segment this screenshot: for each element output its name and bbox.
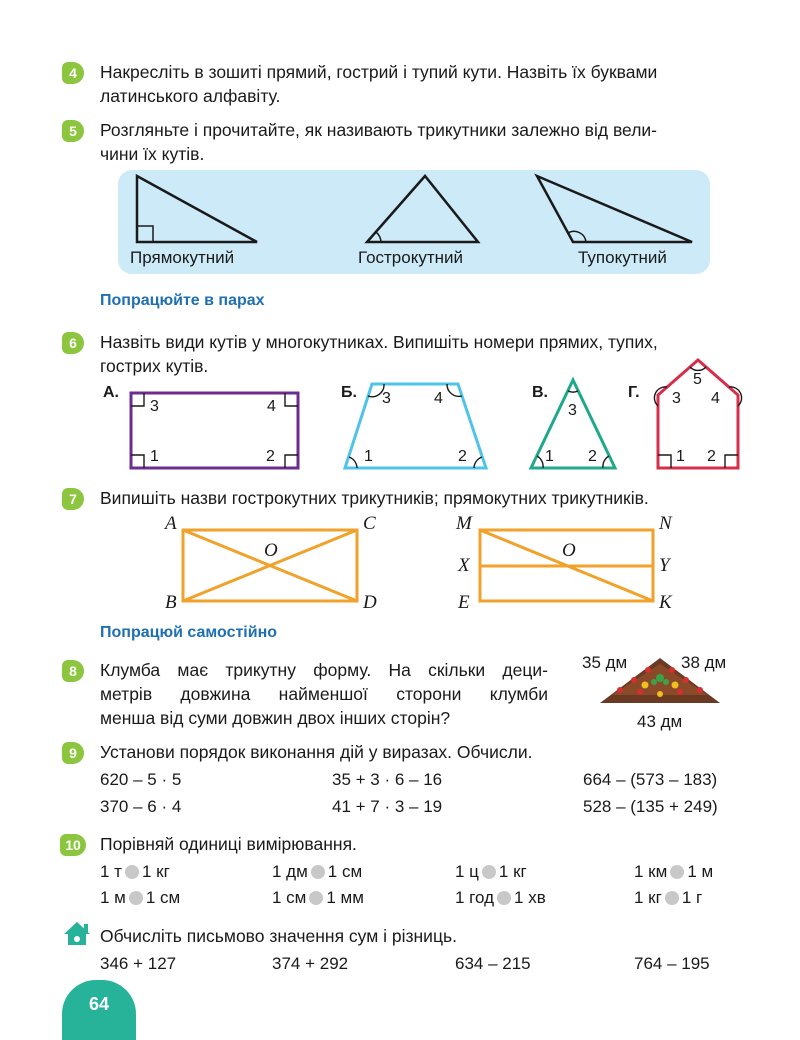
polygon-a-letter: А.: [103, 384, 119, 401]
polygon-g-angle-2: 2: [707, 448, 716, 465]
homework-item-1: 346 + 127: [100, 954, 177, 973]
comparison-1-4: 1 км 1 м: [634, 862, 714, 881]
task-5-line-2: чини їх кутів.: [100, 144, 205, 164]
label-obtuse-triangle: Тупокутний: [578, 248, 667, 267]
task-number-8: 8: [62, 660, 84, 682]
comparison-2-1: 1 м 1 см: [100, 888, 181, 907]
expression-2-3: 528 – (135 + 249): [583, 797, 718, 816]
comparison-1-1: 1 т 1 кг: [100, 862, 170, 881]
point-n: N: [659, 513, 672, 534]
polygon-a-angle-2: 2: [266, 448, 275, 465]
expression-1-3: 664 – (573 – 183): [583, 770, 718, 789]
task-number-4: 4: [62, 62, 84, 84]
label-right-triangle: Прямокутний: [130, 248, 235, 267]
task-9-line-1: Установи порядок виконання дій у виразах. Обчисли.: [100, 742, 533, 762]
task-number-7: 7: [62, 488, 84, 510]
polygon-b-angle-2: 2: [458, 448, 467, 465]
point-d: D: [363, 592, 377, 613]
point-y: Y: [659, 555, 670, 576]
comparison-2-3: 1 год 1 хв: [455, 888, 546, 907]
page-number: 64: [88, 994, 110, 1014]
homework-item-4: 764 – 195: [634, 954, 710, 973]
polygon-v-letter: В.: [532, 384, 548, 401]
task-8-line-3: менша від суми довжин двох інших сторін?: [100, 708, 451, 728]
compare-circle[interactable]: [125, 865, 139, 879]
compare-circle[interactable]: [665, 891, 679, 905]
task-7-line-1: Випишіть назви гострокутних трикутників; прямокутних трикутників.: [100, 488, 649, 508]
point-k: K: [659, 592, 672, 613]
polygon-a-angle-3: 3: [150, 398, 159, 415]
polygon-a-angle-1: 1: [150, 448, 159, 465]
comparison-2-4: 1 кг 1 г: [634, 888, 703, 907]
homework-item-3: 634 – 215: [455, 954, 531, 973]
expression-1-2: 35 + 3 · 6 – 16: [332, 770, 443, 789]
polygon-b-angle-4: 4: [434, 390, 443, 407]
compare-circle[interactable]: [129, 891, 143, 905]
label-acute-triangle: Гострокутний: [358, 248, 464, 267]
point-o-fig1: O: [264, 540, 278, 561]
task-8-line-2: метрів довжина найменшої сторони клумби: [100, 684, 548, 704]
polygon-v-angle-2: 2: [588, 448, 597, 465]
point-b: B: [165, 592, 177, 613]
task-number-5: 5: [62, 120, 84, 142]
task-5-line-1: Розгляньте і прочитайте, як називають трикутники залежно від вели-: [100, 120, 658, 140]
point-e: E: [458, 592, 470, 613]
compare-circle[interactable]: [497, 891, 511, 905]
task-number-10: 10: [60, 834, 86, 856]
point-x: X: [458, 555, 470, 576]
polygon-g-angle-3: 3: [672, 390, 681, 407]
flowerbed-side-left: 35 дм: [582, 653, 628, 672]
task-6-line-2: гострих кутів.: [100, 356, 209, 376]
flowerbed-side-right: 38 дм: [681, 653, 727, 672]
task-4-line-2: латинського алфавіту.: [100, 86, 281, 106]
task-number-6: 6: [62, 332, 84, 354]
polygon-g-angle-1: 1: [676, 448, 685, 465]
compare-circle[interactable]: [311, 865, 325, 879]
polygon-b-angle-3: 3: [382, 390, 391, 407]
polygon-a-angle-4: 4: [267, 398, 276, 415]
task-10-line-1: Порівняй одиниці вимірювання.: [100, 834, 357, 854]
expression-2-1: 370 – 6 · 4: [100, 797, 182, 816]
home-icon: [62, 920, 92, 946]
point-c: C: [363, 513, 376, 534]
expression-1-1: 620 – 5 · 5: [100, 770, 182, 789]
polygon-v-angle-1: 1: [545, 448, 554, 465]
task-8-line-1: Клумба має трикутну форму. На скільки деци-: [100, 660, 548, 680]
homework-line-1: Обчисліть письмово значення сум і різниць.: [100, 926, 457, 946]
expression-2-2: 41 + 7 · 3 – 19: [332, 797, 443, 816]
compare-circle[interactable]: [482, 865, 496, 879]
polygon-g-letter: Г.: [628, 384, 640, 401]
polygon-g-angle-4: 4: [711, 390, 720, 407]
compare-circle[interactable]: [670, 865, 684, 879]
point-a: A: [165, 513, 177, 534]
section-heading-self: Попрацюй самостійно: [100, 624, 278, 641]
task-4-line-1: Накресліть в зошиті прямий, гострий і тупий кути. Назвіть їх буквами: [100, 62, 658, 82]
compare-circle[interactable]: [309, 891, 323, 905]
polygon-b-angle-1: 1: [364, 448, 373, 465]
comparison-1-2: 1 дм 1 см: [272, 862, 363, 881]
section-heading-pairs: Попрацюйте в парах: [100, 292, 265, 309]
polygon-b-letter: Б.: [341, 384, 357, 401]
polygon-g-angle-5: 5: [693, 371, 702, 388]
task-number-9: 9: [62, 742, 84, 764]
comparison-1-3: 1 ц 1 кг: [455, 862, 527, 881]
flowerbed-side-bottom: 43 дм: [637, 712, 683, 731]
point-m: M: [456, 513, 472, 534]
homework-item-2: 374 + 292: [272, 954, 349, 973]
point-o-fig2: O: [562, 540, 576, 561]
polygon-v-angle-3: 3: [568, 402, 577, 419]
comparison-2-2: 1 см 1 мм: [272, 888, 364, 907]
task-6-line-1: Назвіть види кутів у многокутниках. Випишіть номери прямих, тупих,: [100, 332, 658, 352]
